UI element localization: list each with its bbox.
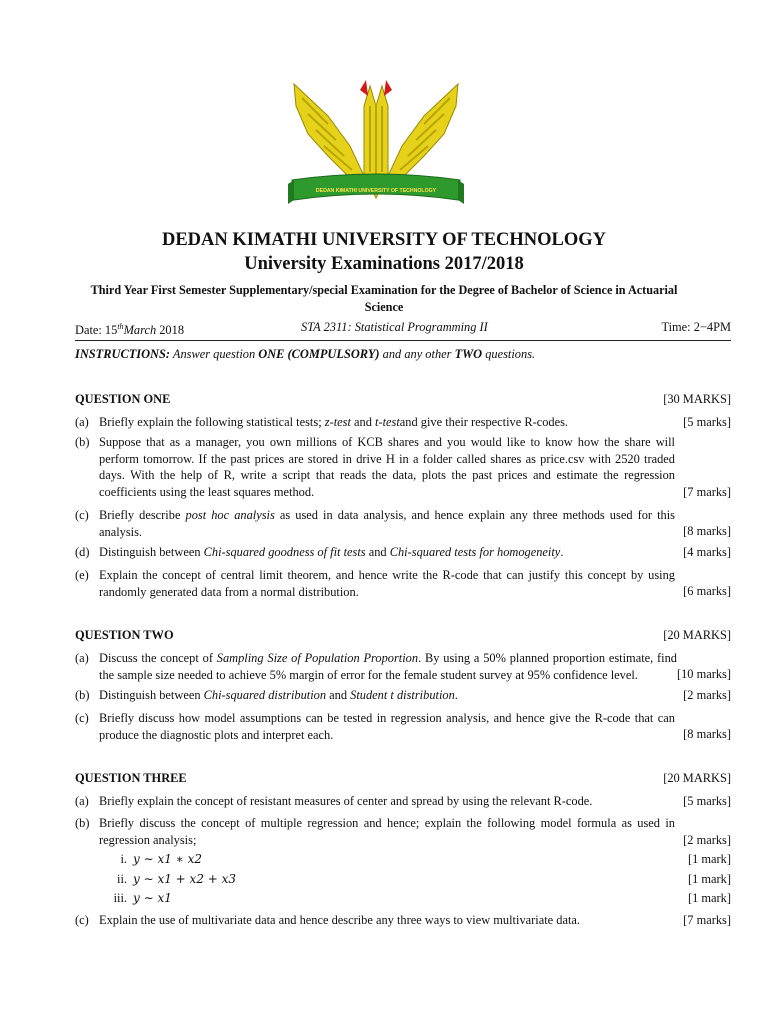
exam-time: Time: 2−4PM bbox=[661, 320, 731, 334]
part-marks: [5 marks] bbox=[683, 794, 731, 808]
exam-info-row bbox=[75, 319, 731, 339]
model-formula: y ∼ x1 bbox=[133, 891, 172, 905]
part-marks: [7 marks] bbox=[683, 485, 731, 499]
university-name: DEDAN KIMATHI UNIVERSITY OF TECHNOLOGY bbox=[161, 230, 607, 250]
question-marks: [20 MARKS] bbox=[663, 771, 731, 785]
exam-subtitle: Third Year First Semester Supplementary/special Examination for the Degree of Bachelor of Science in Actuarial Science bbox=[90, 283, 678, 314]
part-marks: [1 mark] bbox=[687, 872, 731, 886]
part-marks: [1 mark] bbox=[687, 891, 731, 905]
part-marks: [2 marks] bbox=[683, 833, 731, 847]
question-marks: [20 MARKS] bbox=[663, 628, 731, 642]
exam-name: University Examinations 2017/2018 bbox=[244, 254, 524, 274]
logo-banner-text: DEDAN KIMATHI UNIVERSITY OF TECHNOLOGY bbox=[315, 188, 437, 194]
part-marks: [2 marks] bbox=[683, 688, 731, 702]
part-marks: [1 mark] bbox=[687, 852, 731, 866]
model-formula: y ∼ x1 ∗ x2 bbox=[133, 852, 203, 866]
course-code: STA 2311: Statistical Programming II bbox=[301, 320, 488, 334]
model-formula: y ∼ x1 + x2 + x3 bbox=[133, 872, 237, 886]
part-marks: [8 marks] bbox=[683, 524, 731, 538]
exam-page: DEDAN KIMATHI UNIVERSITY OF TECHNOLOGY DEDAN KIMATHI UNIVERSITY OF TECHNOLOGY University Examinations 2017/2018 Third Year First Semester Supplementary/special Examination for the Degree of Bachelor of Science in Actuarial Science Date: 15thMarch 2018 STA 2311: Statistical Programming II Time: 2−4PM INSTRUCTIONS: Answer question ONE (COMPULSORY) and any other TWO questions. QUESTION ONE [30 MARKS] (a) Briefly explain the following statistical tests; z-test and t-testand give their respective R-codes. [5 marks] (b) Suppose that as a manager, you own millions of KCB shares and you would like to know how the share will perform tomorrow. If the past prices are stored in drive H in a folder called shares as price.csv with 2520 traded days. With the help of R, write a script that reads the data, plots the past prices and estimate the regression coefficients using the least squares method. [7 marks] (c) Briefly describe post hoc analysis as used in data analysis, and hence explain any three methods used for this analysis. [8 marks] (d) Distinguish between Chi-squared goodness of fit tests and Chi-squared tests for homogeneity. [4 marks] (e) Explain the concept of central limit theorem, and hence write the R-code that can justify this concept by using randomly generated data from a normal distribution. [6 marks] QUESTION TWO [20 MARKS] (a) Discuss the concept of Sampling Size of Population Proportion. By using a 50% planned proportion estimate, find the sample size needed to achieve 5% margin of error for the female student survey at 95% confidence level. [10 marks] (b) Distinguish between Chi-squared distribution and Student t distribution. [2 marks] (c) Briefly discuss how model assumptions can be tested in regression analysis, and hence give the R-code that can produce the diagnostic plots and interpret each. [8 marks] QUESTION THREE [20 MARKS] (a) Briefly explain the concept of resistant measures of center and spread by using the relevant R-code. [5 marks] (b) Briefly discuss the concept of multiple regression and hence; explain the following model formula as used in regression analysis; [2 marks] i. y ∼ x1 ∗ x2 [1 mark] ii. y ∼ x1 + x2 + x3 [1 mark] iii. y ∼ x1 [1 mark] (c) Explain the use of multivariate data and hence describe any three ways to view multivariate data. [7 marks] bbox=[0, 0, 768, 1024]
part-marks: [7 marks] bbox=[683, 913, 731, 927]
question-marks: [30 MARKS] bbox=[663, 392, 731, 406]
title-block bbox=[0, 228, 768, 316]
question-one-heading: QUESTION ONE [30 MARKS] bbox=[75, 392, 731, 406]
divider bbox=[75, 340, 731, 341]
exam-date: Date: 15thMarch 2018 bbox=[75, 322, 185, 338]
part-marks: [6 marks] bbox=[683, 584, 731, 598]
question-three-heading: QUESTION THREE [20 MARKS] bbox=[75, 771, 731, 785]
university-logo bbox=[288, 76, 464, 222]
part-marks: [4 marks] bbox=[683, 545, 731, 559]
part-marks: [5 marks] bbox=[683, 415, 731, 429]
part-marks: [8 marks] bbox=[683, 727, 731, 741]
part-marks: [10 marks] bbox=[676, 667, 731, 681]
instructions: INSTRUCTIONS: Answer question ONE (COMPULSORY) and any other TWO questions. bbox=[75, 347, 536, 361]
question-two-heading: QUESTION TWO [20 MARKS] bbox=[75, 628, 731, 642]
